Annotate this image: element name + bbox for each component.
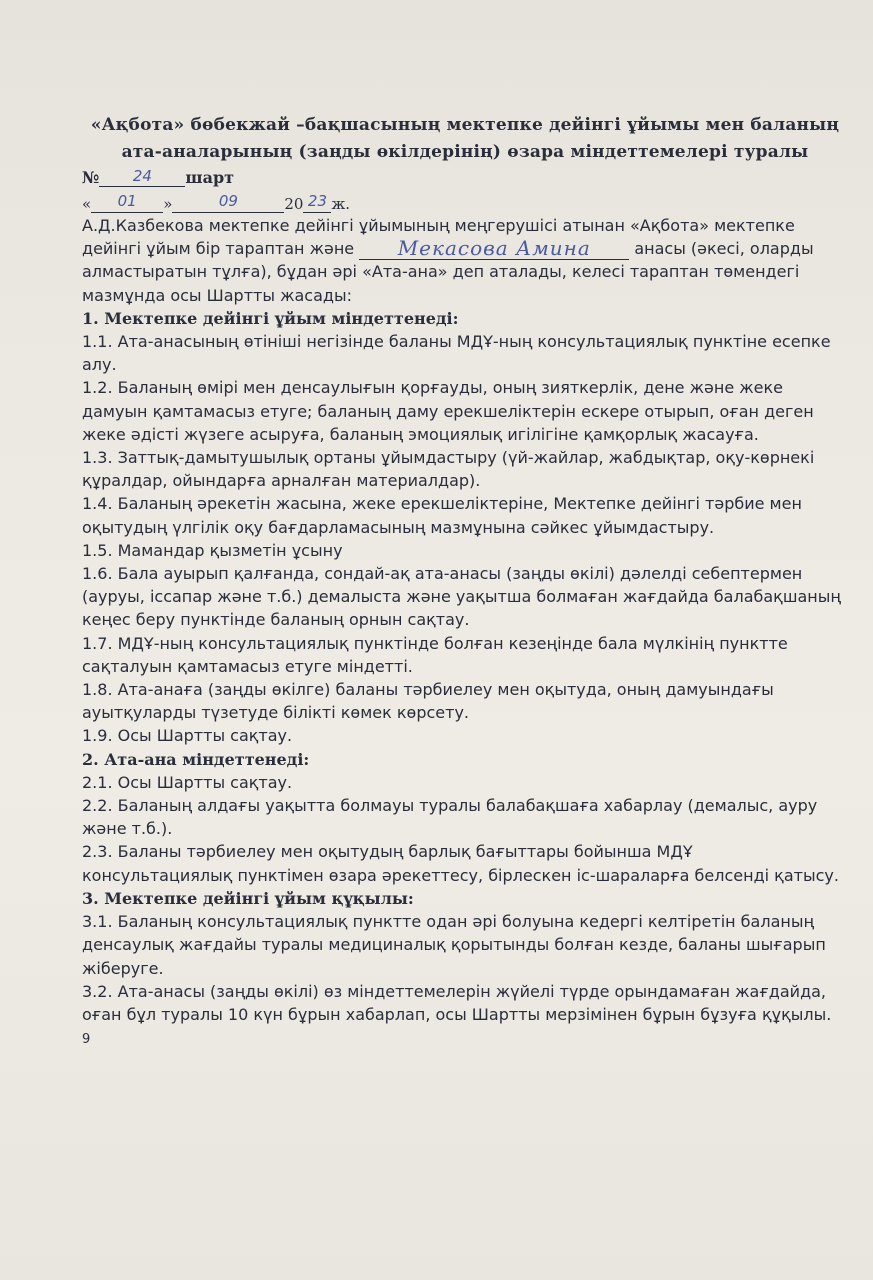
date-month-field (172, 192, 284, 213)
contract-date-row (82, 192, 350, 213)
clause-1-3: 1.3. Заттық-дамытушылық ортаны ұйымдастыру (үй-жайлар, жабдықтар, оқу-көрнекі құралдар, ойындарға арналған материалдар). (82, 448, 815, 491)
clause-3-2 (82, 980, 842, 1052)
clause-2-2: 2.2. Баланың алдағы уақытта болмауы туралы балабақшаға хабарлау (демалыс, ауру және т.б.). (82, 796, 818, 839)
date-year-value: 23 (307, 192, 328, 210)
date-day-field (91, 192, 163, 213)
date-year-field (303, 192, 331, 213)
contract-number-row (82, 166, 234, 187)
date-open-quote: « (82, 195, 92, 213)
contract-number-field (99, 166, 185, 187)
clause-1-9: 1.9. Осы Шартты сақтау. (82, 726, 293, 746)
clause-1-5: 1.5. Мамандар қызметін ұсыну (82, 540, 343, 560)
parent-name-field (359, 237, 629, 260)
clause-1-8: 1.8. Ата-анаға (заңды өкілге) баланы тәрбиелеу мен оқытуда, оның дамуындағы ауытқуларды түзетуде білікті көмек көрсету. (82, 680, 774, 723)
parent-signature: Мекасова Амина (397, 236, 591, 261)
number-suffix: шарт (185, 168, 235, 187)
clause-2-1: 2.1. Осы Шартты сақтау. (82, 772, 293, 792)
clause-1-1: 1.1. Ата-анасының өтініші негізінде баланы МДҰ-ның консультациялық пунктіне есепке алу. (82, 332, 831, 375)
clause-3-2-text: 3.2. Ата-анасы (заңды өкілі) өз міндеттемелерін жүйелі түрде орындамаған жағдайда, оған бұл туралы 10 күн бұрын хабарлап, осы Шартты мерзімінен бұрын бұзуға құқылы. (82, 981, 832, 1024)
page-number: 9 (82, 1032, 91, 1048)
contract-number-value: 24 (132, 167, 152, 185)
title-line-1: «Ақбота» бөбекжай –бақшасының мектепке дейінгі ұйымы мен баланың (90, 115, 840, 135)
clause-1-7: 1.7. МДҰ-ның консультациялық пунктінде болған кезеңінде бала мүлкінің пунктте сақталуын қамтамасыз етуге міндетті. (82, 633, 788, 676)
document-body (82, 214, 842, 1051)
date-close-quote: » (163, 195, 173, 213)
date-year-suffix: ж. (331, 195, 351, 213)
section-1-heading: 1. Мектепке дейінгі ұйым міндеттенеді: (82, 308, 459, 328)
document-title (70, 112, 860, 166)
number-prefix: № (82, 168, 100, 187)
clause-3-1: 3.1. Баланың консультациялық пунктте одан әрі болуына кедергі келтіретін баланың денсаулық жағдайы туралы медициналық қорытынды болған кезде, баланы шығарып жіберуге. (82, 912, 826, 978)
intro-text-2: анасы (әкесі, оларды алмастыратын тұлға), бұдан әрі «Ата-ана» деп аталады, келесі тараптан төмендегі мазмұнда осы Шартты жасады: (82, 239, 814, 305)
title-line-2: ата-аналарының (заңды өкілдерінің) өзара міндеттемелері туралы (121, 142, 809, 162)
clause-1-2: 1.2. Баланың өмірі мен денсаулығын қорғауды, оның зияткерлік, дене және жеке дамуын қамтамасыз етуге; баланың даму ерекшеліктерін ескере отырып, оған деген жеке әдісті жүзеге асыруға, баланың эмоциялық игілігіне қамқорлық жасауға. (82, 378, 814, 444)
clause-1-6: 1.6. Бала ауырып қалғанда, сондай-ақ ата-анасы (заңды өкілі) дәлелді себептермен (ауруы, іссапар және т.б.) демалыста және уақытша болмаған жағдайда балабақшаның кеңес беру пунктінде баланың орнын сақтау. (82, 564, 841, 630)
clause-2-3: 2.3. Баланы тәрбиелеу мен оқытудың барлық бағыттары бойынша МДҰ консультациялық пунктімен өзара әрекеттесу, бірлескен іс-шараларға белсенді қатысу. (82, 842, 839, 885)
date-year-prefix: 20 (284, 195, 304, 213)
clause-1-4: 1.4. Баланың әрекетін жасына, жеке ерекшеліктеріне, Мектепке дейінгі тәрбие мен оқытудың үлгілік оқу бағдарламасының мазмұнына сәйкес ұйымдастыру. (82, 494, 802, 537)
date-month-value: 09 (218, 192, 238, 210)
date-day-value: 01 (117, 192, 137, 210)
intro-paragraph (82, 214, 842, 307)
intro-text-1: А.Д.Казбекова мектепке дейінгі ұйымының меңгерушісі атынан «Ақбота» мектепке дейінгі ұйым бір тараптан және (82, 216, 795, 259)
section-2-heading: 2. Ата-ана міндеттенеді: (82, 749, 310, 769)
section-3-heading: 3. Мектепке дейінгі ұйым құқылы: (82, 888, 414, 908)
